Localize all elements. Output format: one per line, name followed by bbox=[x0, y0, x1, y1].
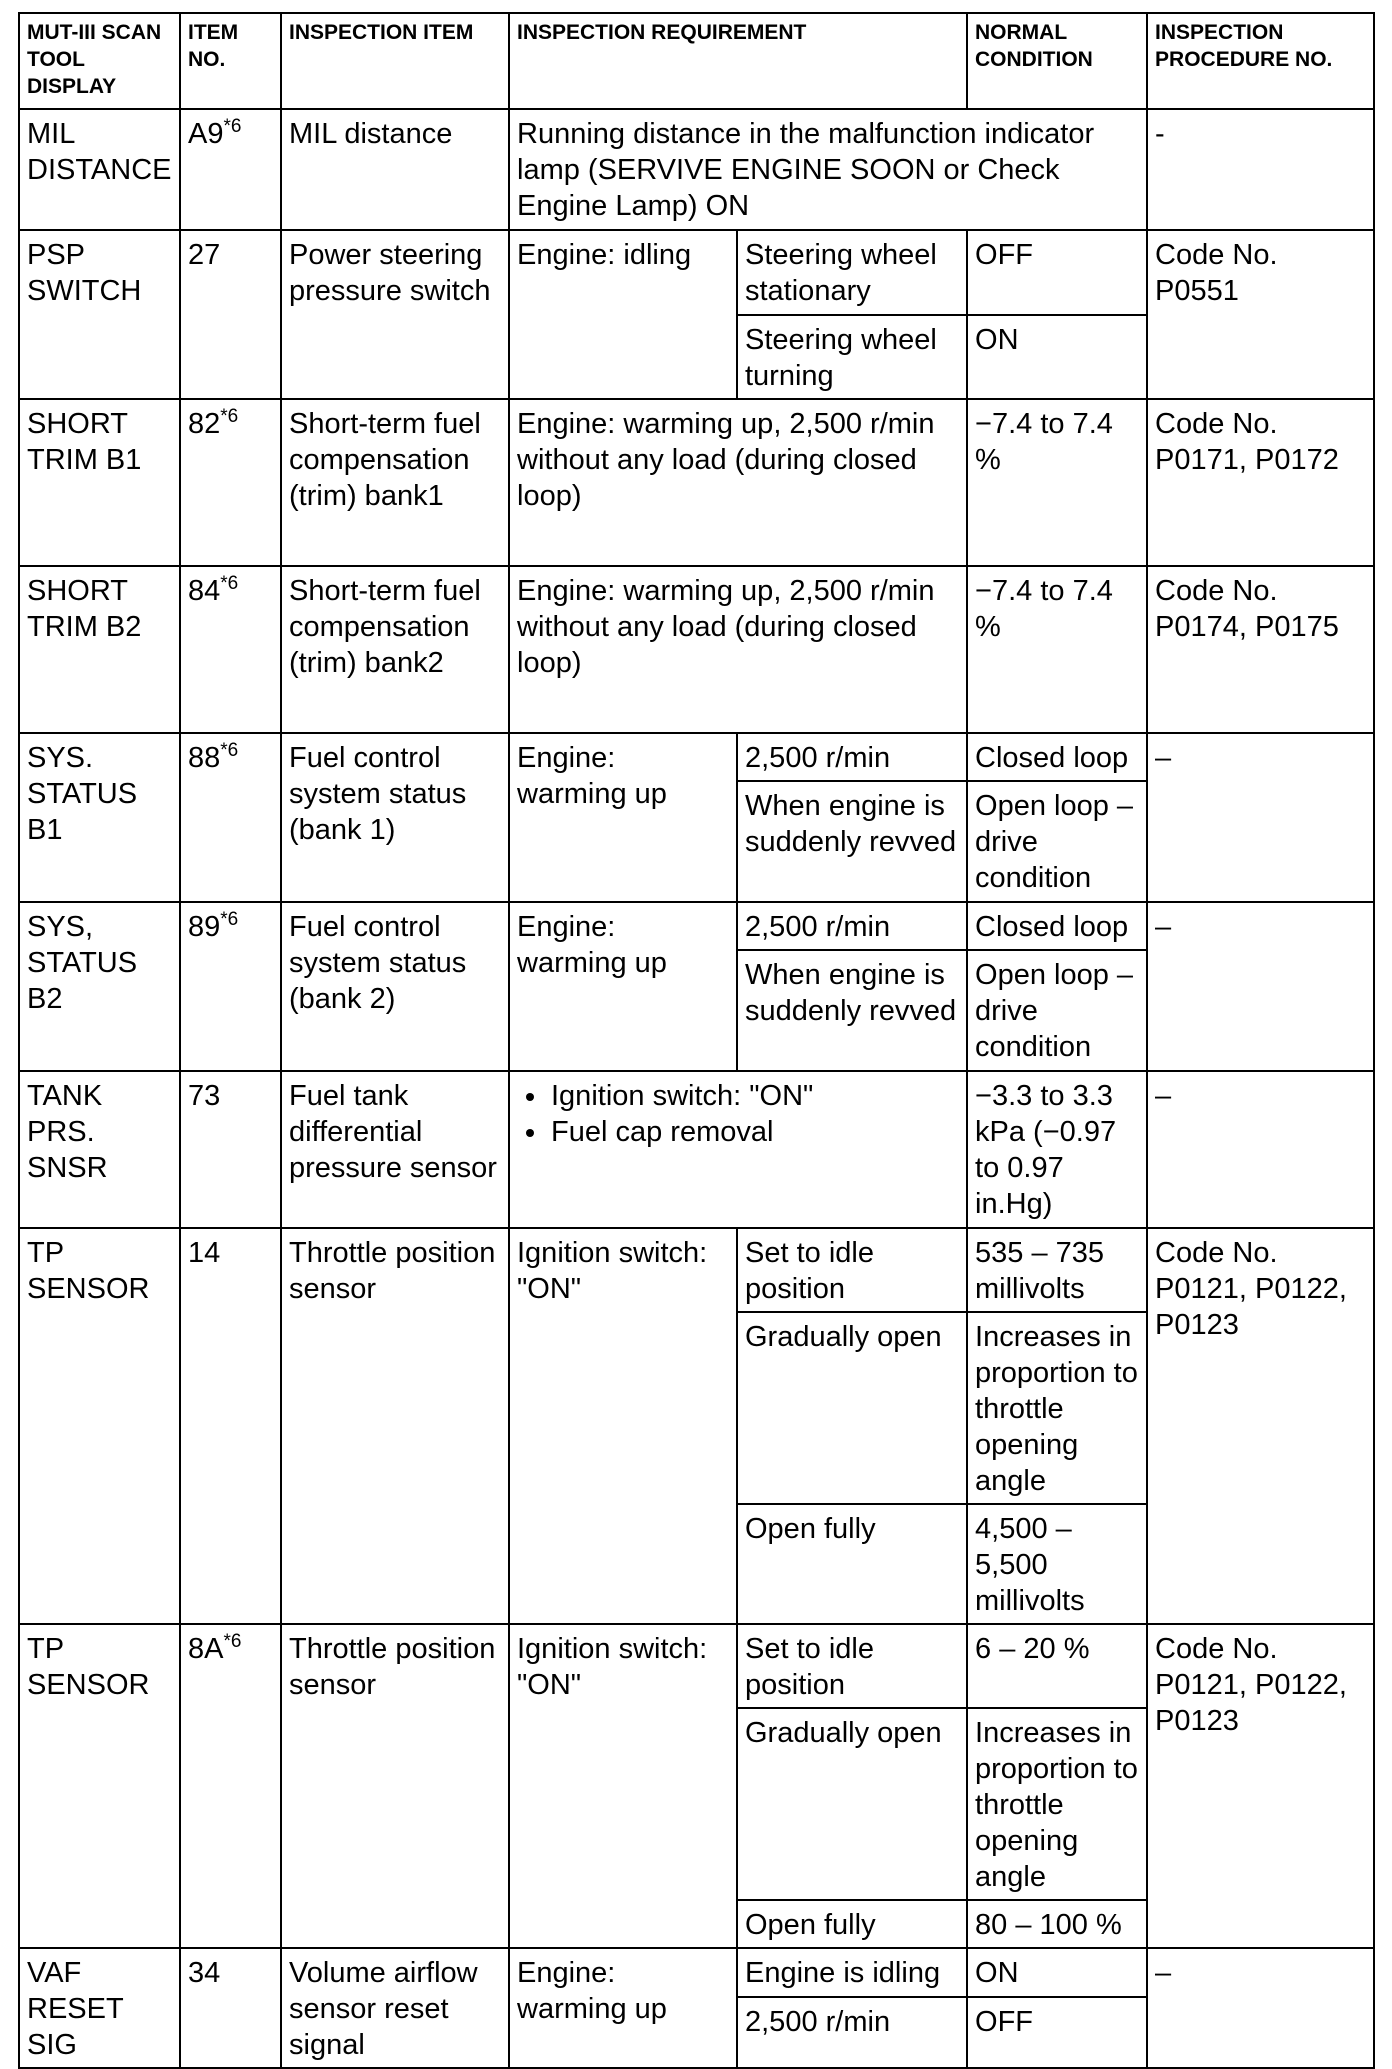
inspection-table bbox=[18, 12, 1375, 2069]
sub-condition-cell: Open fully bbox=[737, 1900, 967, 1948]
table-row bbox=[19, 230, 1374, 315]
requirement-list bbox=[517, 1078, 959, 1150]
requirement-cell: Engine: warming up, 2,500 r/min without any load (during closed loop) bbox=[509, 399, 967, 566]
inspection-item-cell: Fuel tank differential pressure sensor bbox=[281, 1071, 509, 1228]
display-cell: SHORT TRIM B2 bbox=[19, 566, 180, 733]
normal-condition-cell: −7.4 to 7.4 % bbox=[967, 566, 1147, 733]
display-cell: TP SENSOR bbox=[19, 1228, 180, 1624]
item-no-cell: 14 bbox=[180, 1228, 281, 1624]
sub-condition-cell: Open fully bbox=[737, 1504, 967, 1624]
item-no-cell: 89$^{*6}$ bbox=[180, 902, 281, 1071]
normal-condition-cell: 80 – 100 % bbox=[967, 1900, 1147, 1948]
item-no-cell: 84$^{*6}$ bbox=[180, 566, 281, 733]
sub-condition-cell: 2,500 r/min bbox=[737, 733, 967, 781]
display-cell: TANK PRS. SNSR bbox=[19, 1071, 180, 1228]
inspection-item-cell: Throttle position sensor bbox=[281, 1228, 509, 1624]
procedure-cell: Code No. P0121, P0122, P0123 bbox=[1147, 1228, 1374, 1624]
sub-condition-cell: Gradually open bbox=[737, 1708, 967, 1900]
procedure-cell: Code No. P0121, P0122, P0123 bbox=[1147, 1624, 1374, 1948]
inspection-item-cell: Fuel control system status (bank 1) bbox=[281, 733, 509, 902]
normal-condition-cell: ON bbox=[967, 315, 1147, 399]
normal-condition-cell: Increases in proportion to throttle opening angle bbox=[967, 1708, 1147, 1900]
display-cell: SYS. STATUS B1 bbox=[19, 733, 180, 902]
procedure-cell: – bbox=[1147, 1948, 1374, 2068]
sub-condition-cell: Gradually open bbox=[737, 1312, 967, 1504]
display-cell: SHORT TRIM B1 bbox=[19, 399, 180, 566]
sub-condition-cell: Set to idle position bbox=[737, 1228, 967, 1312]
item-no-cell: 88$^{*6}$ bbox=[180, 733, 281, 902]
requirement-cell: Running distance in the malfunction indicator lamp (SERVIVE ENGINE SOON or Check Engine Lamp) ON bbox=[509, 109, 1147, 230]
list-item: • Ignition switch: "ON" bbox=[549, 1078, 959, 1114]
inspection-item-cell: MIL distance bbox=[281, 109, 509, 230]
normal-condition-cell: Closed loop bbox=[967, 902, 1147, 950]
condition-cell: Ignition switch: "ON" bbox=[509, 1624, 737, 1948]
sub-condition-cell: 2,500 r/min bbox=[737, 902, 967, 950]
condition-cell: Engine: warming up bbox=[509, 733, 737, 902]
table-row bbox=[19, 1228, 1374, 1312]
header-item-no: ITEM NO. bbox=[180, 13, 281, 109]
normal-condition-cell: 6 – 20 % bbox=[967, 1624, 1147, 1708]
header-normal-condition: NORMAL CONDITION bbox=[967, 13, 1147, 109]
normal-condition-cell: 535 – 735 millivolts bbox=[967, 1228, 1147, 1312]
item-no-cell: 27 bbox=[180, 230, 281, 399]
procedure-cell: – bbox=[1147, 1071, 1374, 1228]
display-cell: SYS, STATUS B2 bbox=[19, 902, 180, 1071]
procedure-cell: Code No. P0551 bbox=[1147, 230, 1374, 399]
normal-condition-cell: OFF bbox=[967, 230, 1147, 315]
header-inspection-procedure: INSPECTION PROCEDURE NO. bbox=[1147, 13, 1374, 109]
display-cell: PSP SWITCH bbox=[19, 230, 180, 399]
sub-condition-cell: Set to idle position bbox=[737, 1624, 967, 1708]
procedure-cell: - bbox=[1147, 109, 1374, 230]
normal-condition-cell: −7.4 to 7.4 % bbox=[967, 399, 1147, 566]
sub-condition-cell: When engine is suddenly revved bbox=[737, 950, 967, 1071]
item-no-cell: 82$^{*6}$ bbox=[180, 399, 281, 566]
sub-condition-cell: Engine is idling bbox=[737, 1948, 967, 1997]
sub-condition-cell: When engine is suddenly revved bbox=[737, 781, 967, 902]
header-inspection-item: INSPECTION ITEM bbox=[281, 13, 509, 109]
inspection-item-cell: Fuel control system status (bank 2) bbox=[281, 902, 509, 1071]
normal-condition-cell: Open loop – drive condition bbox=[967, 950, 1147, 1071]
sub-condition-cell: Steering wheel turning bbox=[737, 315, 967, 399]
normal-condition-cell: Open loop – drive condition bbox=[967, 781, 1147, 902]
header-display: MUT-III SCAN TOOL DISPLAY bbox=[19, 13, 180, 109]
table-row bbox=[19, 1071, 1374, 1228]
table-row bbox=[19, 1624, 1374, 1708]
table-row bbox=[19, 109, 1374, 230]
item-no-cell: $8A^{*6}$ bbox=[180, 1624, 281, 1948]
display-cell: TP SENSOR bbox=[19, 1624, 180, 1948]
normal-condition-cell: Increases in proportion to throttle opening angle bbox=[967, 1312, 1147, 1504]
header-inspection-requirement: INSPECTION REQUIREMENT bbox=[509, 13, 967, 109]
table-row bbox=[19, 902, 1374, 950]
inspection-item-cell: Short-term fuel compensation (trim) bank2 bbox=[281, 566, 509, 733]
display-cell: MIL DISTANCE bbox=[19, 109, 180, 230]
normal-condition-cell: OFF bbox=[967, 1997, 1147, 2068]
list-item: • Fuel cap removal bbox=[549, 1114, 959, 1150]
normal-condition-cell: 4,500 – 5,500 millivolts bbox=[967, 1504, 1147, 1624]
table-row bbox=[19, 733, 1374, 781]
requirement-cell: Engine: warming up, 2,500 r/min without any load (during closed loop) bbox=[509, 566, 967, 733]
item-no-cell: 73 bbox=[180, 1071, 281, 1228]
sub-condition-cell: Steering wheel stationary bbox=[737, 230, 967, 315]
display-cell: VAF RESET SIG bbox=[19, 1948, 180, 2068]
table-row bbox=[19, 566, 1374, 733]
table-row bbox=[19, 399, 1374, 566]
condition-cell: Engine: warming up bbox=[509, 1948, 737, 2068]
inspection-item-cell: Throttle position sensor bbox=[281, 1624, 509, 1948]
item-no-cell: A9$^{*6}$ bbox=[180, 109, 281, 230]
item-no-cell: 34 bbox=[180, 1948, 281, 2068]
procedure-cell: Code No. P0171, P0172 bbox=[1147, 399, 1374, 566]
procedure-cell: – bbox=[1147, 902, 1374, 1071]
inspection-item-cell: Volume airflow sensor reset signal bbox=[281, 1948, 509, 2068]
sub-condition-cell: 2,500 r/min bbox=[737, 1997, 967, 2068]
table-row bbox=[19, 1948, 1374, 1997]
procedure-cell: – bbox=[1147, 733, 1374, 902]
normal-condition-cell: −3.3 to 3.3 kPa (−0.97 to 0.97 in.Hg) bbox=[967, 1071, 1147, 1228]
inspection-item-cell: Power steering pressure switch bbox=[281, 230, 509, 399]
header-row bbox=[19, 13, 1374, 109]
condition-cell: Ignition switch: "ON" bbox=[509, 1228, 737, 1624]
inspection-item-cell: Short-term fuel compensation (trim) bank1 bbox=[281, 399, 509, 566]
procedure-cell: Code No. P0174, P0175 bbox=[1147, 566, 1374, 733]
normal-condition-cell: ON bbox=[967, 1948, 1147, 1997]
condition-cell: Engine: idling bbox=[509, 230, 737, 399]
normal-condition-cell: Closed loop bbox=[967, 733, 1147, 781]
condition-cell: Engine: warming up bbox=[509, 902, 737, 1071]
requirement-cell bbox=[509, 1071, 967, 1228]
